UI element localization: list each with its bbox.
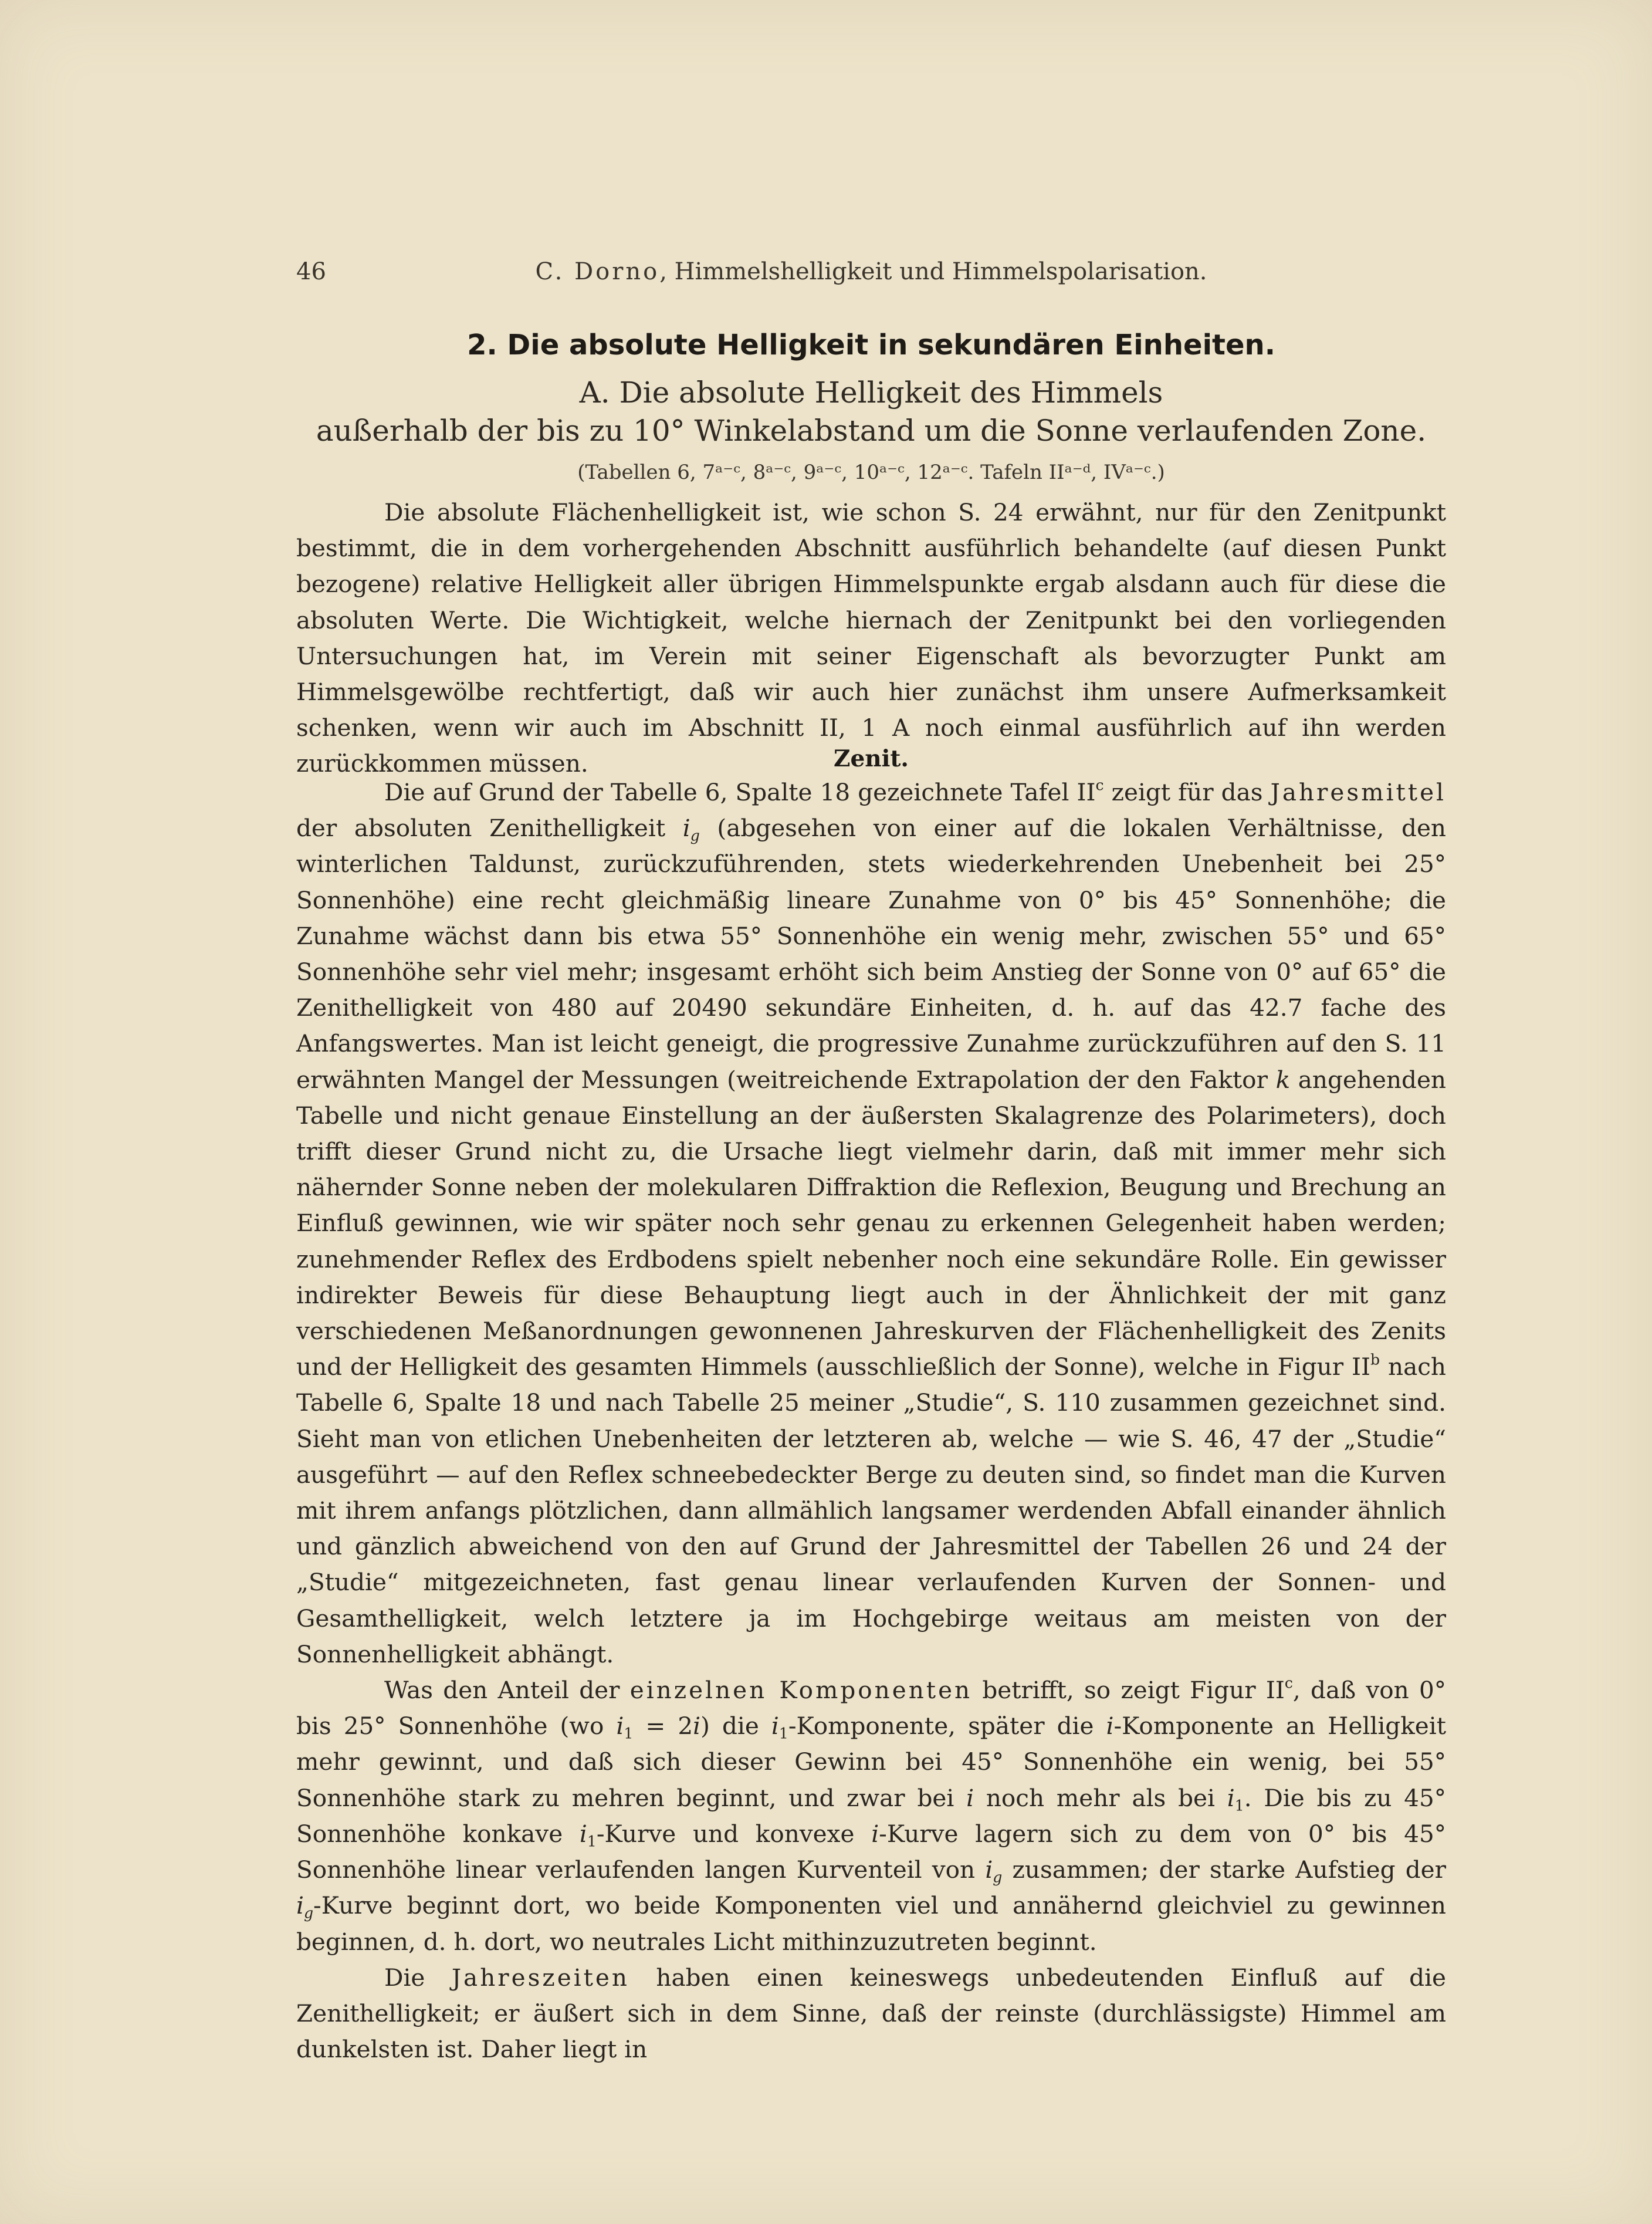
text-run: haben einen keineswegs unbedeutenden Einfluß auf die Zenithelligkeit; er äußert sich in dem Sinne, daß der reinste (durchlässigste) Himmel am dunkelsten ist. Daher liegt in xyxy=(296,1963,1446,2064)
math-var: i xyxy=(616,1712,624,1740)
math-subscript: 1 xyxy=(587,1833,597,1850)
math-var: i xyxy=(682,814,690,843)
text-run: der absoluten Zenithelligkeit xyxy=(296,814,683,843)
math-subscript: g xyxy=(993,1868,1003,1886)
text-run: Die auf Grund der Tabelle 6, Spalte 18 gezeichnete Tafel II xyxy=(384,778,1096,806)
math-subscript: 1 xyxy=(624,1725,634,1742)
text-run: zusammen; der starke Aufstieg der xyxy=(1002,1855,1446,1884)
math-var: i xyxy=(1106,1712,1114,1740)
text-run: nach Tabelle 6, Spalte 18 und nach Tabelle 25 meiner „Studie“, S. 110 zusammen gezeichnet sind. Sieht man von etlichen Unebenheiten der letzteren ab, welche — wie S. 46, 47 der „Studie“ ausgeführt — auf den Reflex schneebedeckter Berge zu deuten sind, so findet man die Kurven mit ihrem anfangs plötzlichen, dann allmählich langsamer werdenden Abfall einander ähnlich und gänzlich abweichend von den auf Grund der Jahresmittel der Tabellen 26 und 24 der „Studie“ mitgezeichneten, fast genau linear verlaufenden Kurven der Sonnen- und Gesamthelligkeit, welch letztere ja im Hochgebirge weitaus am meisten von der Sonnenhelligkeit abhängt. xyxy=(296,1353,1446,1668)
running-head xyxy=(296,258,1446,285)
section-title: 2. Die absolute Helligkeit in sekundären Einheiten. xyxy=(467,329,1275,361)
math-subscript: 1 xyxy=(778,1725,788,1742)
superscript: c xyxy=(1095,776,1104,794)
text-run: -Komponente an Helligkeit mehr gewinnt, und daß sich dieser Gewinn bei 45° Sonnenhöhe ein wenig, bei 55° Sonnenhöhe stark zu mehren beginnt, und zwar bei xyxy=(296,1712,1446,1812)
math-var: i xyxy=(871,1819,879,1848)
math-var: i xyxy=(296,1891,304,1920)
subsection-title-line2: außerhalb der bis zu 10° Winkelabstand um die Sonne verlaufenden Zone. xyxy=(316,414,1427,448)
superscript: b xyxy=(1370,1351,1380,1368)
text-run: . Die bis zu 45° Sonnenhöhe konkave xyxy=(296,1783,1446,1848)
math-subscript: g xyxy=(690,827,700,844)
math-var: i xyxy=(693,1712,701,1740)
spaced-term: Jahreszeiten xyxy=(451,1963,629,1992)
zenit-text xyxy=(296,775,1446,2067)
spaced-term: einzelnen Komponenten xyxy=(629,1676,973,1705)
text-run: -Kurve lagern sich zu dem von 0° bis 45° Sonnenhöhe linear verlaufenden langen Kurventeil von xyxy=(296,1819,1446,1884)
text-run: -Kurve und konvexe xyxy=(596,1819,872,1848)
intro-text xyxy=(296,495,1446,782)
text-run: (abgesehen von einer auf die lokalen Verhältnisse, den winterlichen Taldunst, zurückzuführenden, stets wiederkehrenden Unebenheit bei 25° Sonnenhöhe) eine recht gleichmäßig lineare Zunahme von 0° bis 45° Sonnenhöhe; die Zunahme wächst dann bis etwa 55° Sonnenhöhe ein wenig mehr, zwischen 55° und 65° Sonnenhöhe sehr viel mehr; insgesamt erhöht sich beim Anstieg der Sonne von 0° auf 65° die Zenithelligkeit von 480 auf 20490 sekundäre Einheiten, d. h. auf das 42.7 fache des Anfangswertes. Man ist leicht geneigt, die progressive Zunahme zurückzuführen auf den S. 11 erwähnten Mangel der Messungen (weitreichende Extrapolation der den Faktor xyxy=(296,814,1446,1094)
subsection-title-line1: A. Die absolute Helligkeit des Himmels xyxy=(579,376,1163,410)
text-run: betrifft, so zeigt Figur II xyxy=(972,1676,1285,1705)
math-var: k xyxy=(1275,1065,1291,1094)
zenit-heading: Zenit. xyxy=(833,745,909,772)
spaced-term: Jahresmittel xyxy=(1270,778,1446,806)
math-var: i xyxy=(1227,1783,1235,1812)
math-subscript: g xyxy=(303,1904,314,1922)
text-run: zeigt für das xyxy=(1103,778,1271,806)
math-var: i xyxy=(985,1855,993,1884)
text-run: Was den Anteil der xyxy=(384,1676,630,1705)
paragraph-jahreszeiten xyxy=(296,1960,1446,2068)
math-var: i xyxy=(966,1783,974,1812)
intro-paragraph: Die absolute Flächenhelligkeit ist, wie schon S. 24 erwähnt, nur für den Zenitpunkt bestimmt, die in dem vorhergehenden Abschnitt ausführlich behandelte (auf diesen Punkt bezogene) relative Helligkeit aller übrigen Himmelspunkte ergab alsdann auch für diese die absoluten Werte. Die Wichtigkeit, welche hiernach der Zenitpunkt bei den vorliegenden Untersuchungen hat, im Verein mit seiner Eigenschaft als bevorzugter Punkt am Himmelsgewölbe rechtfertigt, daß wir auch hier zunächst ihm unsere Aufmerksamkeit schenken, wenn wir auch im Abschnitt II, 1 A noch einmal ausführlich auf ihn werden zurückkommen müssen. xyxy=(296,498,1446,778)
text-run: -Komponente, später die xyxy=(788,1712,1106,1740)
text-run: noch mehr als bei xyxy=(974,1783,1227,1812)
text-run: -Kurve beginnt dort, wo beide Komponenten viel und annähernd gleichviel zu gewinnen beginnen, d. h. dort, wo neutrales Licht mithinzuzutreten beginnt. xyxy=(296,1891,1446,1956)
math-var: i xyxy=(579,1819,587,1848)
tables-reference: (Tabellen 6, 7ᵃ⁻ᶜ, 8ᵃ⁻ᶜ, 9ᵃ⁻ᶜ, 10ᵃ⁻ᶜ, 12ᵃ⁻ᶜ. Tafeln IIᵃ⁻ᵈ, IVᵃ⁻ᶜ.) xyxy=(577,461,1165,484)
text-run: ) die xyxy=(700,1712,771,1740)
superscript: c xyxy=(1284,1674,1293,1692)
page-number: 46 xyxy=(296,258,326,285)
text-run: = 2 xyxy=(633,1712,693,1740)
math-var: i xyxy=(771,1712,779,1740)
text-run: , daß von 0° bis 25° Sonnenhöhe (wo xyxy=(296,1676,1446,1740)
paragraph-jahresmittel xyxy=(296,775,1446,1672)
paragraph-komponenten xyxy=(296,1672,1446,1960)
math-subscript: 1 xyxy=(1234,1797,1244,1814)
text-run: Die xyxy=(384,1963,452,1992)
text-run: angehenden Tabelle und nicht genaue Einstellung an der äußersten Skalagrenze des Polarimeters), doch trifft dieser Grund nicht zu, die Ursache liegt vielmehr darin, daß mit immer mehr sich nähernder Sonne neben der molekularen Diffraktion die Reflexion, Beugung und Brechung an Einfluß gewinnen, wie wir später noch sehr genau zu erkennen Gelegenheit haben werden; zunehmender Reflex des Erdbodens spielt nebenher noch eine sekundäre Rolle. Ein gewisser indirekter Beweis für diese Behauptung liegt auch in der Ähnlichkeit der mit ganz verschiedenen Meßanordnungen gewonnenen Jahreskurven der Flächenhelligkeit des Zenits und der Helligkeit des gesamten Himmels (ausschließlich der Sonne), welche in Figur II xyxy=(296,1065,1446,1381)
running-head-author: C. Dorno xyxy=(535,258,660,285)
running-head-title: , Himmelshelligkeit und Himmelspolarisation. xyxy=(659,258,1207,285)
